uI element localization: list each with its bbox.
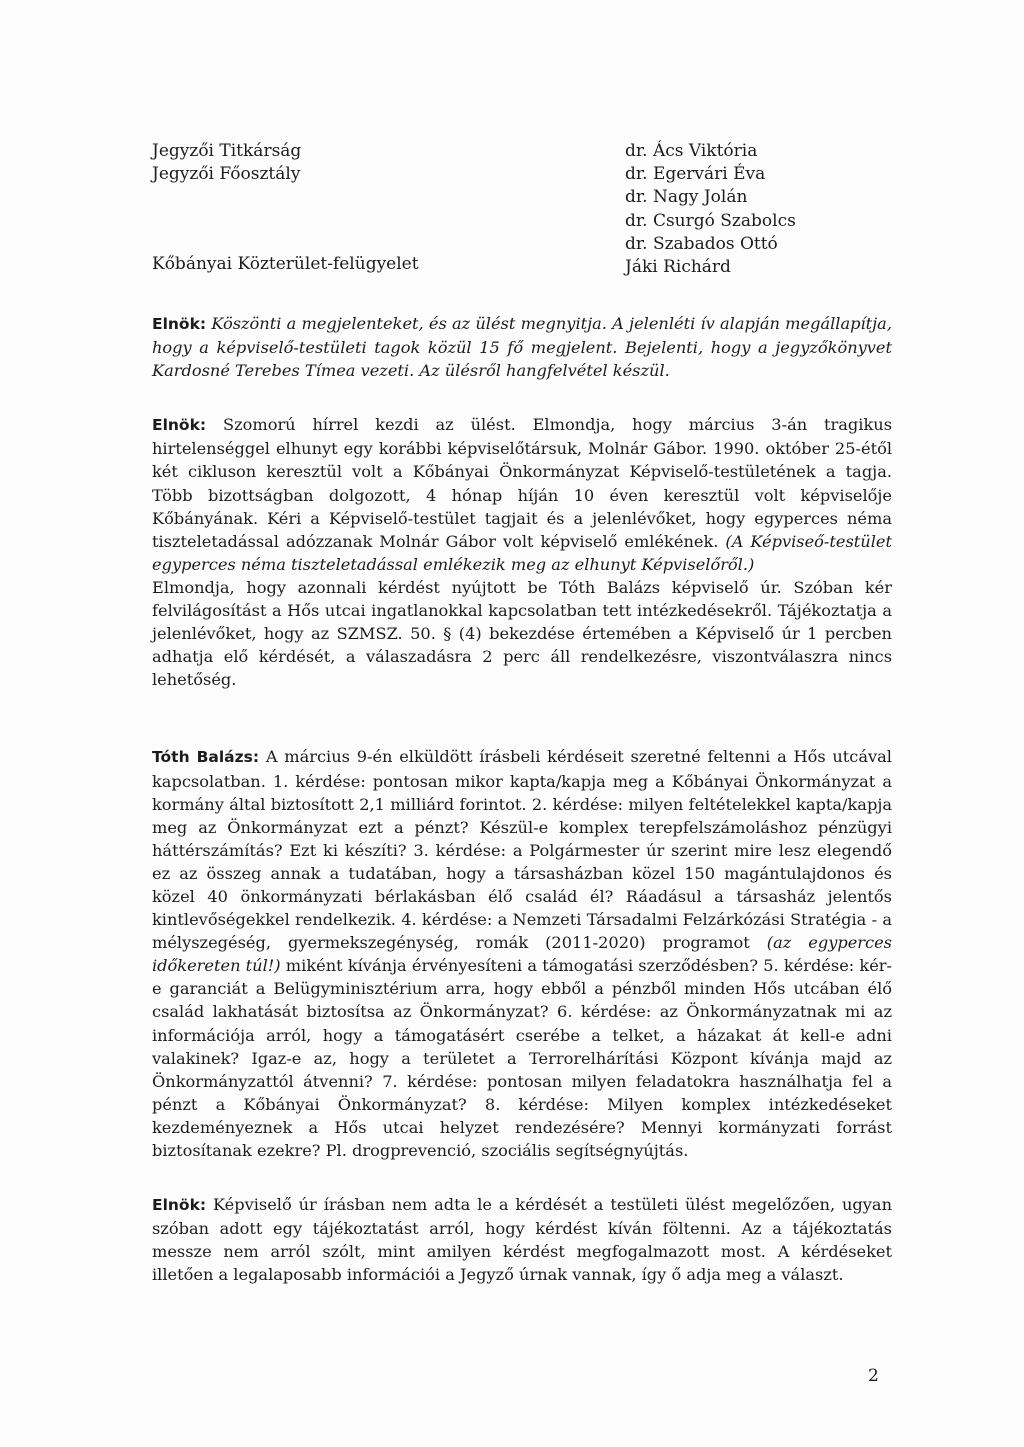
attendee-name: dr. Ács Viktória [625,141,758,161]
attendee-name: dr. Csurgó Szabolcs [625,210,796,231]
attendance-names [625,140,885,279]
paragraph-italic-text: (az egyperces időkereten túl!) [152,933,892,976]
paragraph-text: A március 9-én elküldött írásbeli kérdéseit szeretné feltenni a Hős utcával kapcsolatban. 1. kérdése: pontosan mikor kapta/kapja meg a Kőbányai Önkormányzat a kormány által biztosított 2,1 milliárd forintot. 2. kérdése: milyen feltételekkel kapta/kapja meg az Önkormányzat ezt a pénzt? Készül-e komplex terepfelszámoláshoz pénzügyi háttérszámítás? Ezt ki készíti? 3. kérdése: a Polgármester úr szerint mire lesz elegendő ez az összeg annak a tudatában, hogy a társasházban közel 150 magántulajdonos és közel 40 önkormányzati bérlakásban élő család él? Ráadásul a társasház jelentős kintlevőségekkel rendelkezik. 4. kérdése: a Nemzeti Társadalmi Felzárkózási Stratégia - a mélyszegéség, gyermekszegénység, romák (2011-2020) programot [152,747,892,953]
paragraph-text: Képviselő úr írásban nem adta le a kérdését a testületi ülést megelőzően, ugyan szóban adott egy tájékoztatást arról, hogy kérdést kíván föltenni. Az a tájékoztatás messze nem arról szólt, mint amilyen kérdést megfogalmazott most. A kérdéseket illetően a legalaposabb információi a Jegyző úrnak vannak, így ő adja meg a választ. [152,1195,892,1285]
speaker-label: Elnök: [152,1196,207,1215]
page-number: 2 [868,1366,879,1386]
attendee-name: dr. Nagy Jolán [625,187,748,208]
attendee-name: Jáki Richárd [625,257,731,278]
department-line: Jegyzői Titkárság [152,141,302,161]
paragraph-text-continuation: Elmondja, hogy azonnali kérdést nyújtott be Tóth Balázs képviselő úr. Szóban kér felvilágosítást a Hős utcai ingatlanokkal kapcsolatban tett intézkedésekről. Tájékoztatja a jelenlévőket, hogy az SZMSZ. 50. § (4) bekezdése értemében a Képviselő úr 1 percben adhatja elő kérdését, a válaszadásra 2 perc áll rendelkezésre, viszontválaszra nincs lehetőség. [152,577,892,690]
minutes-body [152,312,892,1286]
paragraph-opening [152,312,892,382]
attendance-departments [152,140,572,280]
paragraph-italic-text: Köszönti a megjelenteket, és az ülést megnyitja. A jelenléti ív alapján megállapítja, hogy a képviselő-testületi tagok közül 15 fő megjelent. Bejelenti, hogy a jegyzőkönyvet Kardosné Terebes Tímea vezeti. Az ülésről hangfelvétel készül. [152,314,892,381]
paragraph-announcement [152,413,892,691]
speaker-label: Elnök: [152,416,207,435]
attendee-name: dr. Szabados Ottó [625,233,778,254]
paragraph-question [152,745,892,1162]
speaker-label: Tóth Balázs: [152,748,260,767]
attendee-name: dr. Egervári Éva [625,164,766,185]
paragraph-italic-text: (A Képviseő-testület egyperces néma tiszteletadással emlékezik meg az elhunyt Képviselőről.) [152,531,892,574]
attendance-list [152,140,892,280]
paragraph-response [152,1193,892,1286]
department-line: Kőbányai Közterület-felügyelet [152,254,419,274]
paragraph-text: Szomorú hírrel kezdi az ülést. Elmondja, hogy március 3-án tragikus hirtelenséggel elhunyt egy korábbi képviselőtársuk, Molnár Gábor. 1990. október 25-étől két cikluson keresztül volt a Kőbányai Önkormányzat Képviselő-testületének a tagja. Több bizottságban dolgozott, 4 hónap híján 10 éven keresztül volt képviselője Kőbányának. Kéri a Képviselő-testület tagjait és a jelenlévőket, hogy egyperces néma tiszteletadással adózzanak Molnár Gábor volt képviselő emlékének. [152,415,892,551]
paragraph-text-continuation: miként kívánja érvényesíteni a támogatási szerződésben? 5. kérdése: kér-e garanciát a Belügyminisztérium arra, hogy ebből a pénzből minden Hős utcában élő család lakhatását biztosítsa az Önkormányzat? 6. kérdése: az Önkormányzatnak mi az információja arról, hogy a támogatásért cserébe a telket, a házakat át kell-e adni valakinek? Igaz-e az, hogy a területet a Terrorelhárítási Központ kívánja majd az Önkormányzattól átvenni? 7. kérdése: pontosan milyen feladatokra használhatja fel a pénzt a Kőbányai Önkormányzat? 8. kérdése: Milyen komplex intézkedéseket kezdeményeznek a Hős utcai helyzet rendezésére? Mennyi kormányzati forrást biztosítanak ezekre? Pl. drogprevenció, szociális segítségnyújtás. [152,956,893,1160]
speaker-label: Elnök: [152,315,207,333]
department-line: Jegyzői Főosztály [152,164,301,185]
